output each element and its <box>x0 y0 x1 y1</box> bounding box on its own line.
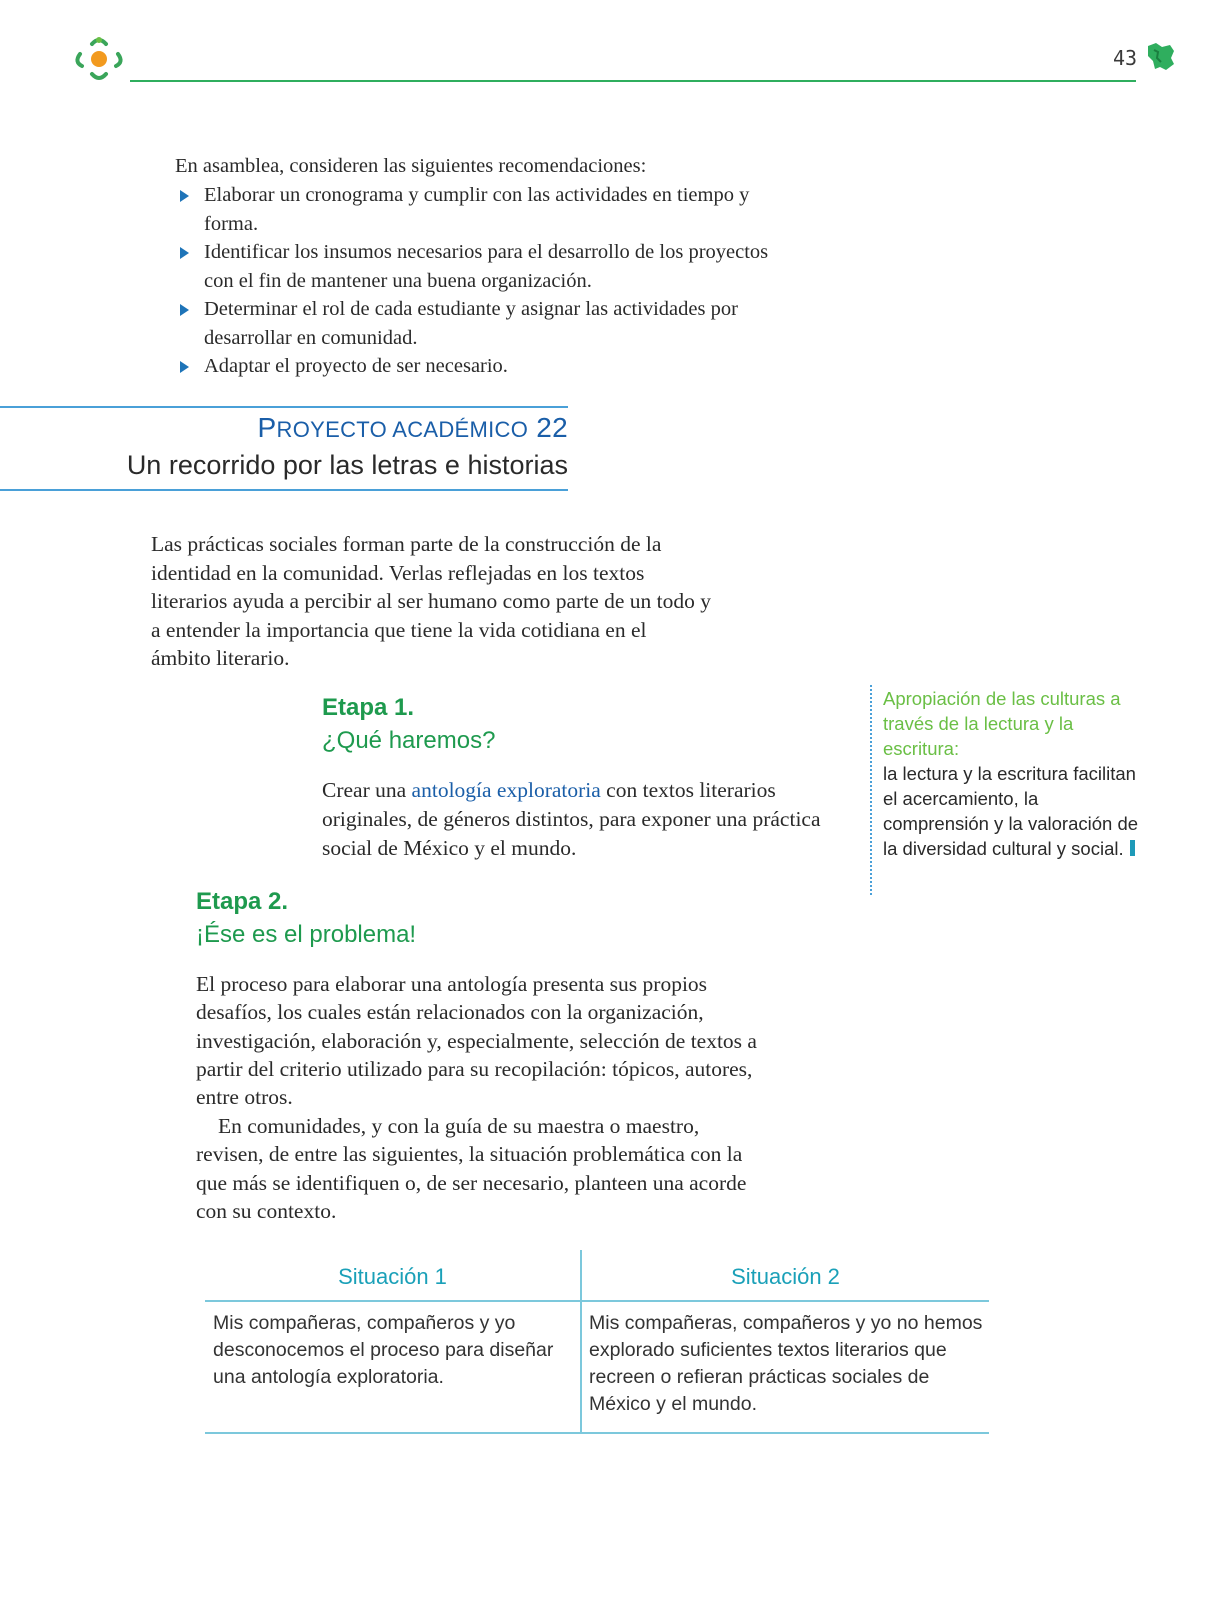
recommendations-list <box>175 181 775 381</box>
end-mark-icon <box>1130 840 1135 856</box>
bullet-triangle-icon <box>180 361 189 373</box>
banner-rule-bottom <box>0 489 568 491</box>
sidebar-heading: Apropiación de las culturas a través de la lectura y la escritura: <box>883 688 1121 759</box>
stage2-paragraph-1: El proceso para elaborar una antología presenta sus propios desafíos, los cuales están relacionados con la organización, investigación, elaboración y, especialmente, selección de textos a partir del criterio utilizado para su recopilación: tópicos, autores, entre otros. <box>196 972 757 1110</box>
list-item: Elaborar un cronograma y cumplir con las actividades en tiempo y forma. <box>175 181 775 238</box>
table-header-situation-1: Situación 1 <box>338 1264 447 1289</box>
glossary-link[interactable]: antología exploratoria <box>411 778 601 802</box>
stage2-paragraph-2: En comunidades, y con la guía de su maestra o maestro, revisen, de entre las siguientes, la situación problemática con la que más se identifiquen o, de ser necesario, planteen una acorde con su contexto. <box>196 1114 747 1223</box>
table-header-rule <box>205 1300 989 1302</box>
project-subtitle: Un recorrido por las letras e historias <box>126 450 568 480</box>
recommendations-lead: En asamblea, consideren las siguientes recomendaciones: <box>175 155 647 177</box>
flower-logo-icon <box>72 34 126 86</box>
table-bottom-rule <box>205 1432 989 1434</box>
bullet-triangle-icon <box>180 190 189 202</box>
sidebar-dotted-rule <box>870 685 872 895</box>
sidebar-body: la lectura y la escritura facilitan el acercamiento, la comprensión y la valoración de la diversidad cultural y social. <box>883 763 1139 859</box>
stage1-subtitle: ¿Qué haremos? <box>322 727 496 754</box>
stage2-subtitle: ¡Ése es el problema! <box>196 921 417 948</box>
table-cell-situation-1: Mis compañeras, compañeros y yo desconocemos el proceso para diseñar una antología exploratoria. <box>213 1312 554 1388</box>
intro-paragraph: Las prácticas sociales forman parte de la construcción de la identidad en la comunidad. Verlas reflejadas en los textos literarios ayuda a percibir al ser humano como parte de un todo y a entender la importancia que tiene la vida cotidiana en el ámbito literario. <box>151 532 711 670</box>
bullet-triangle-icon <box>180 247 189 259</box>
banner-rule-top <box>0 406 568 408</box>
list-item: Identificar los insumos necesarios para el desarrollo de los proyectos con el fin de mantener una buena organización. <box>175 238 775 295</box>
header-rule <box>130 80 1136 82</box>
stage1-paragraph: Crear una antología exploratoria con textos literarios originales, de géneros distintos, para exponer una práctica social de México y el mundo. <box>322 778 821 860</box>
stage2-title: Etapa 2. <box>196 888 289 915</box>
table-header-situation-2: Situación 2 <box>731 1264 840 1289</box>
table-cell-situation-2: Mis compañeras, compañeros y yo no hemos explorado suficientes textos literarios que recreen o refieran prácticas sociales de México y el mundo. <box>589 1312 983 1415</box>
project-title: PROYECTO ACADÉMICO 22 <box>257 412 568 443</box>
list-item: Determinar el rol de cada estudiante y asignar las actividades por desarrollar en comunidad. <box>175 295 775 352</box>
list-item: Adaptar el proyecto de ser necesario. <box>175 352 775 381</box>
stage1-title: Etapa 1. <box>322 694 415 721</box>
page-number: 43 <box>1113 46 1138 70</box>
green-map-icon <box>1144 40 1178 74</box>
bullet-triangle-icon <box>180 304 189 316</box>
